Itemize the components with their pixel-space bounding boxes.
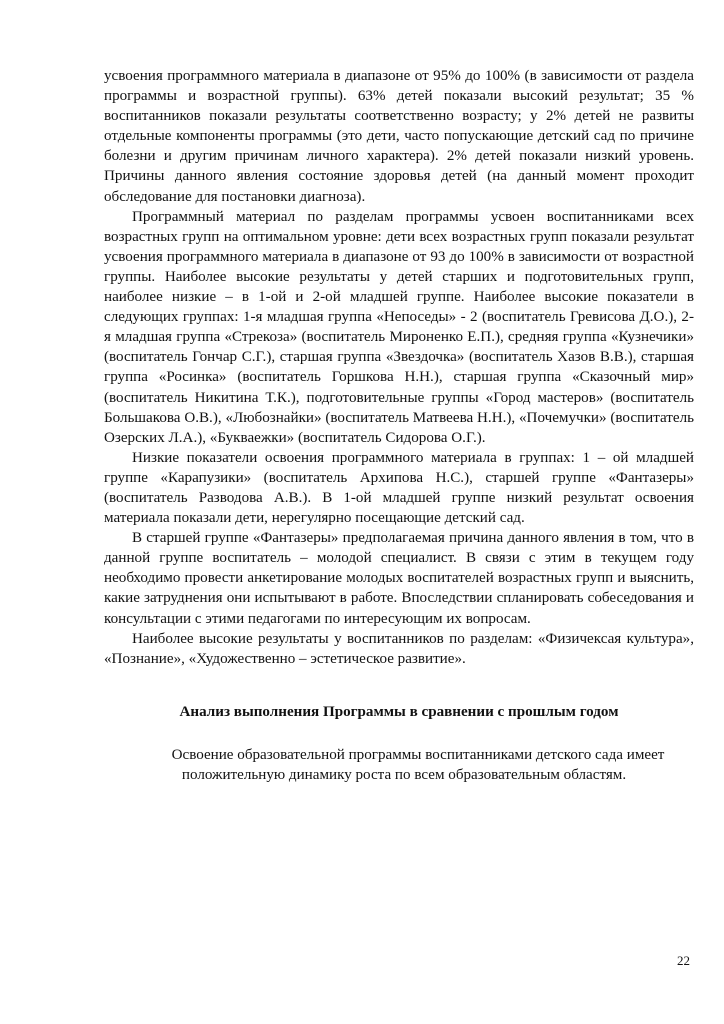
document-page bbox=[104, 66, 694, 785]
paragraph-results-continuation: усвоения программного материала в диапазоне от 95% до 100% (в зависимости от раздела программы и возрастной группы). 63% детей показали высокий результат; 35 % воспитанников показали результаты соответственно возрасту; у 2% детей не развиты отдельные компоненты программы (это дети, часто попускающие детский сад по причине болезни и другим причинам личного характера). 2% детей показали низкий уровень. Причины данного явления состояние здоровья детей (на данный момент проходит обследование для постановки диагноза). bbox=[104, 68, 694, 205]
paragraph-program-mastery: Программный материал по разделам программы усвоен воспитанниками всех возрастных групп на оптимальном уровне: дети всех возрастных групп показали результат усвоения программного материала в диапазоне от 93 до 100% в зависимости от возрастной группы. Наиболее высокие результаты у детей старших и подготовительных групп, наиболее низкие – в 1-ой и 2-ой младшей группе. Наиболее высокие показатели в следующих группах: 1-я младшая группа «Непоседы» - 2 (воспитатель Гревисова Д.О.), 2- я младшая группа «Стрекоза» (воспитатель Мироненко Е.П.), средняя группа «Кузнечики» (воспитатель Гончар С.Г.), старшая группа «Звездочка» (воспитатель Хазов В.В.), старшая группа «Росинка» (воспитатель Горшкова Н.Н.), старшая группа «Сказочный мир» (воспитатель Никитина Т.К.), подготовительные группы «Город мастеров» (воспитатель Большакова О.В.), «Любознайки» (воспитатель Матвеева Н.Н.), «Почемучки» (воспитатель Озерских Л.А.), «Букваежки» (воспитатель Сидорова О.Г.). bbox=[104, 208, 694, 446]
page-number: 22 bbox=[677, 953, 690, 968]
paragraph-low-results: Низкие показатели освоения программного материала в группах: 1 – ой младшей группе «Карапузики» (воспитатель Архипова Н.С.), старшей группе «Фантазеры» (воспитатель Разводова А.В.). В 1-ой младшей группе низкий результат освоения материала показали дети, нерегулярно посещающие детский сад. bbox=[104, 449, 694, 527]
paragraph-positive-dynamics: Освоение образовательной программы воспитанниками детского сада имеет положительную динамику роста по всем образовательным областям. bbox=[171, 746, 665, 783]
paragraph-highest-sections: Наиболее высокие результаты у воспитанников по разделам: «Физичексая культура», «Познание», «Художественно – эстетическое развитие». bbox=[104, 630, 694, 667]
paragraph-fantazery-group: В старшей группе «Фантазеры» предполагаемая причина данного явления в том, что в данной группе воспитатель – молодой специалист. В связи с этим в текущем году необходимо провести анкетирование молодых воспитателей возрастных групп и выяснить, какие затруднения они испытывают в работе. Впоследствии спланировать собеседования и консультации с этими педагогами по интересующим их вопросам. bbox=[104, 530, 694, 627]
section-heading: Анализ выполнения Программы в сравнении с прошлым годом bbox=[179, 703, 619, 720]
